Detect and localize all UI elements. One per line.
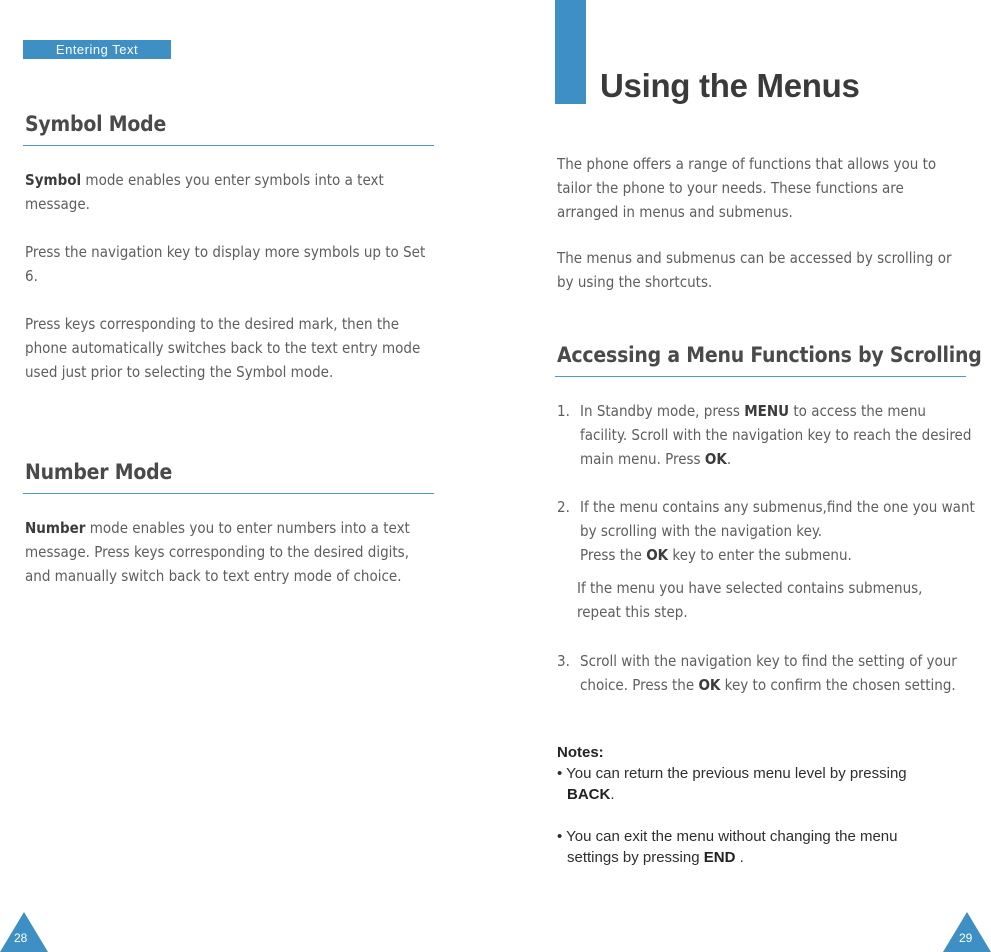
chapter-title: Using the Menus — [600, 67, 860, 104]
step-2-number: 2. — [557, 498, 570, 516]
step-1-text — [580, 399, 975, 471]
step-1-number: 1. — [557, 402, 570, 420]
number-paragraph-1 — [25, 516, 437, 588]
step-3 — [557, 649, 967, 724]
note-1-line-2 — [557, 784, 977, 805]
step-2-text — [580, 495, 975, 567]
note-1-line-1: • You can return the previous menu level by pressing — [557, 765, 907, 782]
scrolling-section-heading: Accessing a Menu Functions by Scrolling — [557, 343, 982, 367]
step-2 — [557, 495, 975, 570]
step-1-part-a: In Standby mode, press — [580, 402, 745, 420]
step-3-part-a: Scroll with the navigation key to find the setting of your choice. Press the — [580, 652, 957, 694]
notes-block — [557, 742, 977, 868]
notes-label-text: Notes: — [557, 744, 604, 761]
intro-paragraph-1: The phone offers a range of functions that allows you to tailor the phone to your needs. These functions are arranged in menus and submenus. — [557, 155, 937, 221]
notes-label — [557, 742, 977, 763]
symbol-mode-heading: Symbol Mode — [25, 112, 167, 136]
intro-text — [557, 152, 977, 294]
number-p1-text: mode enables you to enter numbers into a text message. Press keys corresponding to the desired digits, and manually switch back to text entry mode of choice. — [25, 519, 410, 585]
number-mode-heading: Number Mode — [25, 460, 173, 484]
note-2-end: . — [735, 849, 744, 866]
symbol-paragraph-1 — [25, 168, 437, 216]
symbol-paragraph-2: Press the navigation key to display more symbols up to Set 6. — [25, 243, 426, 285]
symbol-heading-rule — [23, 145, 434, 146]
intro-paragraph-2: The menus and submenus can be accessed by scrolling or by using the shortcuts. — [557, 249, 952, 291]
step-2-subnote: If the menu you have selected contains submenus, repeat this step. — [577, 579, 923, 621]
step-1 — [557, 399, 972, 474]
back-key-label: BACK — [567, 786, 611, 803]
number-keyword: Number — [25, 519, 86, 537]
step-1-part-c: to access the menu facility. Scroll with the navigation key to reach the desired main menu. Press — [580, 402, 972, 468]
page-number-right: 29 — [959, 931, 973, 945]
note-2-line-2 — [557, 847, 977, 868]
chapter-header-bar — [555, 0, 586, 104]
symbol-p1-text: mode enables you enter symbols into a text message. — [25, 171, 384, 213]
end-key-label: END — [703, 849, 736, 866]
step-2-part-c: key to enter the submenu. — [668, 546, 852, 564]
section-tab: Entering Text — [23, 40, 171, 59]
ok-key-label-3: OK — [698, 676, 721, 694]
step-2-line-a: If the menu contains any submenus,find the one you want by scrolling with the navigation key. — [580, 498, 975, 540]
ok-key-label-2: OK — [646, 546, 669, 564]
ok-key-label: OK — [704, 450, 727, 468]
note-2-part-b: settings by pressing — [567, 849, 704, 866]
step-3-number: 3. — [557, 652, 570, 670]
page-number-left: 28 — [14, 931, 28, 945]
scrolling-heading-rule — [555, 376, 966, 377]
step-2-line-b — [580, 543, 975, 567]
note-1-end: . — [610, 786, 615, 803]
menu-key-label: MENU — [744, 402, 790, 420]
step-1-part-d: . — [726, 450, 732, 468]
step-3-text — [580, 649, 975, 697]
symbol-paragraph-3: Press keys corresponding to the desired mark, then the phone automatically switches back to the text entry mode used just prior to selecting the Symbol mode. — [25, 315, 421, 381]
step-2-part-b: Press the — [580, 546, 647, 564]
note-2-line-1: • You can exit the menu without changing the menu — [557, 828, 898, 845]
step-3-part-b: key to confirm the chosen setting. — [720, 676, 956, 694]
number-mode-text — [25, 516, 437, 588]
symbol-mode-text — [25, 168, 437, 384]
symbol-keyword: Symbol — [25, 171, 82, 189]
number-heading-rule — [23, 493, 434, 494]
